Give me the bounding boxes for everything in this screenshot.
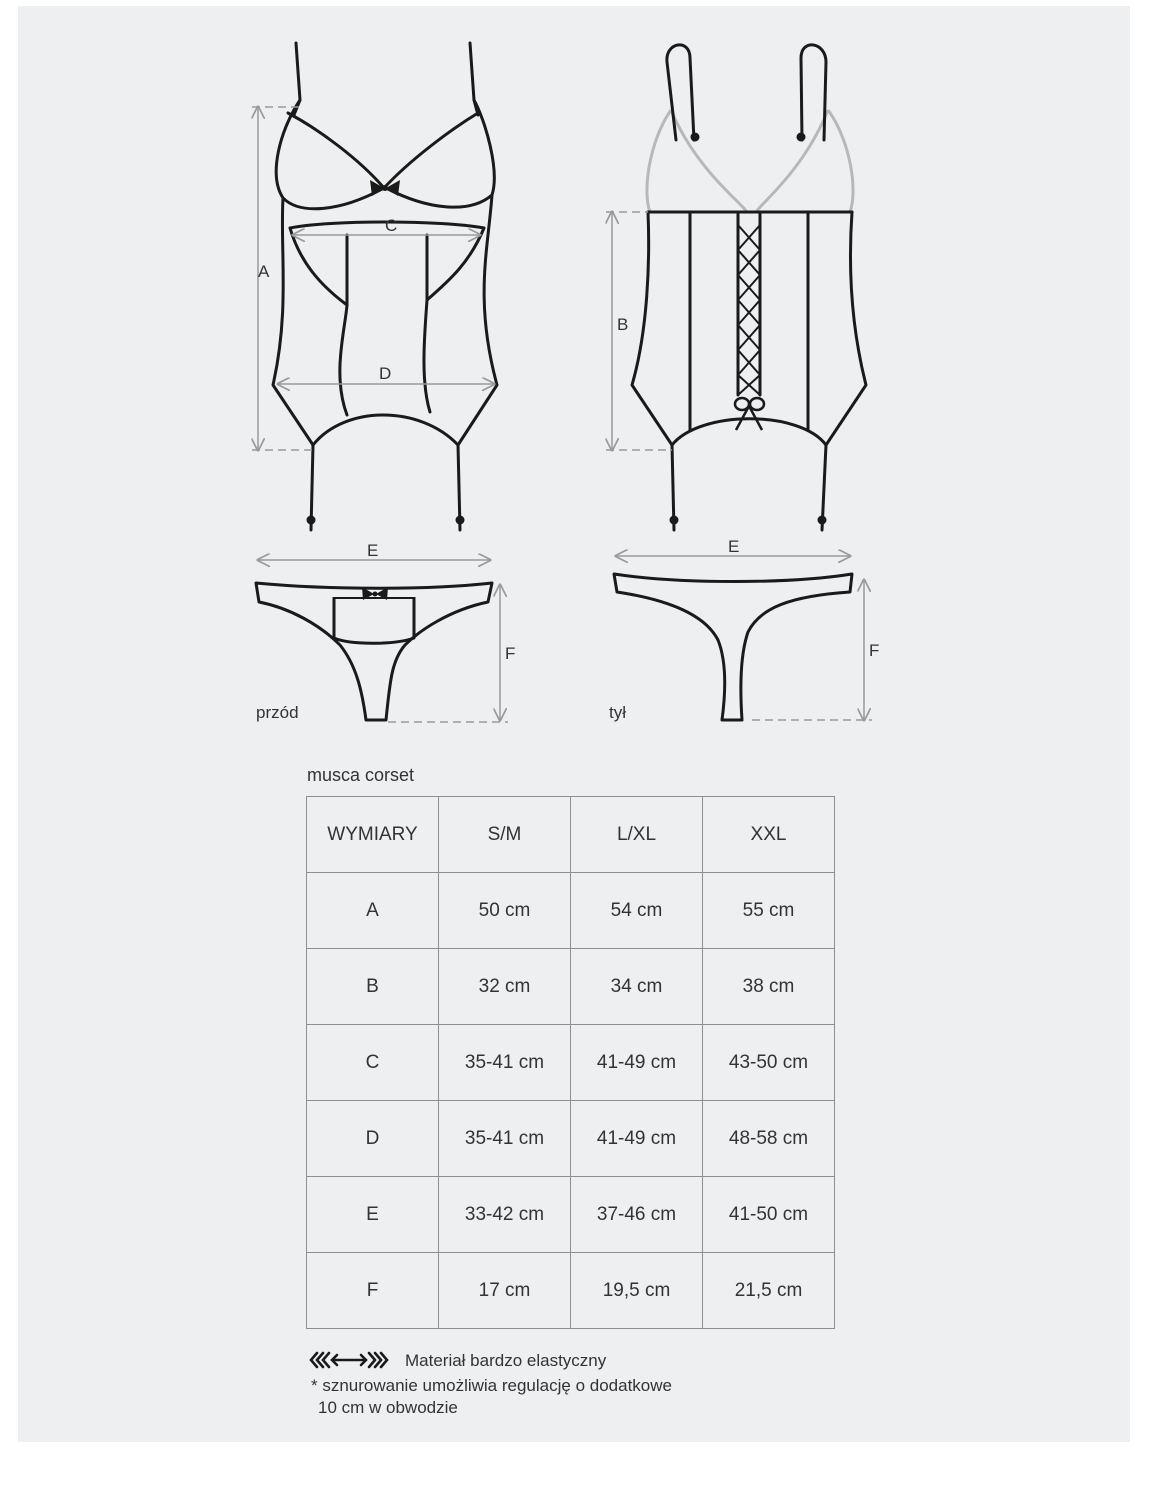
front-corset-outline bbox=[273, 43, 497, 530]
table-cell: 38 cm bbox=[703, 949, 835, 1025]
back-caption: tył bbox=[609, 703, 626, 722]
note-line-2: 10 cm w obwodzie bbox=[318, 1398, 458, 1417]
front-bow-icon bbox=[370, 180, 400, 196]
table-cell: B bbox=[307, 949, 439, 1025]
stretch-text: Materiał bardzo elastyczny bbox=[405, 1351, 607, 1370]
label-b: B bbox=[617, 315, 629, 334]
front-caption: przód bbox=[256, 703, 299, 722]
table-header-cell: XXL bbox=[703, 797, 835, 873]
front-thong-outline bbox=[256, 583, 492, 720]
back-lacing-bow-icon bbox=[735, 398, 764, 430]
front-measure-lines bbox=[252, 107, 494, 450]
table-cell: 41-50 cm bbox=[703, 1177, 835, 1253]
table-cell: C bbox=[307, 1025, 439, 1101]
table-cell: E bbox=[307, 1177, 439, 1253]
table-cell: 33-42 cm bbox=[439, 1177, 571, 1253]
table-cell: 48-58 cm bbox=[703, 1101, 835, 1177]
back-cups-grey bbox=[647, 110, 853, 212]
back-thong-outline bbox=[614, 574, 852, 720]
label-c: C bbox=[385, 216, 398, 235]
table-cell: 54 cm bbox=[571, 873, 703, 949]
table-cell: 43-50 cm bbox=[703, 1025, 835, 1101]
back-measure-lines bbox=[606, 212, 672, 450]
table-cell: 55 cm bbox=[703, 873, 835, 949]
table-cell: 41-49 cm bbox=[571, 1101, 703, 1177]
stretch-arrows-icon bbox=[309, 1350, 389, 1370]
table-row bbox=[307, 873, 835, 949]
label-e-back: E bbox=[728, 537, 740, 556]
table-row bbox=[307, 1177, 835, 1253]
table-cell: 41-49 cm bbox=[571, 1025, 703, 1101]
table-cell: 17 cm bbox=[439, 1253, 571, 1329]
front-garter-clips bbox=[307, 516, 465, 525]
table-cell: D bbox=[307, 1101, 439, 1177]
table-cell: 21,5 cm bbox=[703, 1253, 835, 1329]
table-cell: 34 cm bbox=[571, 949, 703, 1025]
table-cell: 32 cm bbox=[439, 949, 571, 1025]
label-a: A bbox=[258, 262, 270, 281]
label-f-front: F bbox=[505, 644, 516, 663]
table-header-row bbox=[307, 797, 835, 873]
label-d: D bbox=[379, 364, 392, 383]
back-strap-studs bbox=[670, 133, 827, 525]
size-table bbox=[306, 796, 835, 1329]
table-cell: 35-41 cm bbox=[439, 1025, 571, 1101]
table-cell: A bbox=[307, 873, 439, 949]
table-cell: 19,5 cm bbox=[571, 1253, 703, 1329]
note-line-1: * sznurowanie umożliwia regulację o dodatkowe bbox=[311, 1376, 672, 1395]
table-row bbox=[307, 1101, 835, 1177]
label-e-front: E bbox=[367, 541, 379, 560]
table-header-cell: WYMIARY bbox=[307, 797, 439, 873]
table-cell: 35-41 cm bbox=[439, 1101, 571, 1177]
label-f-back: F bbox=[869, 641, 880, 660]
table-row bbox=[307, 1253, 835, 1329]
table-row bbox=[307, 1025, 835, 1101]
table-cell: 37-46 cm bbox=[571, 1177, 703, 1253]
table-row bbox=[307, 949, 835, 1025]
table-cell: F bbox=[307, 1253, 439, 1329]
product-name: musca corset bbox=[307, 765, 415, 785]
table-header-cell: L/XL bbox=[571, 797, 703, 873]
table-header-cell: S/M bbox=[439, 797, 571, 873]
table-cell: 50 cm bbox=[439, 873, 571, 949]
